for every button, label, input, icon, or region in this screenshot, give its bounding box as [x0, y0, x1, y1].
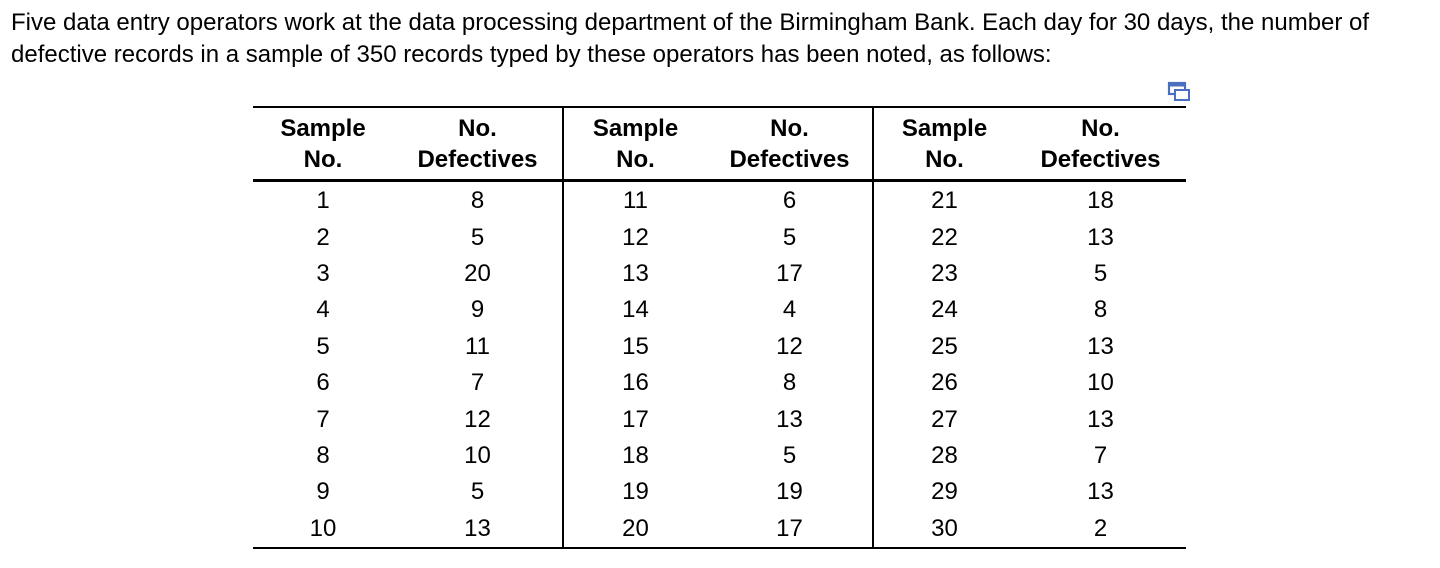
sample-number-cell: 29 [931, 478, 958, 506]
defectives-count-cell: 11 [393, 329, 563, 365]
sample-number-cell: 28 [931, 441, 958, 469]
column-header [873, 107, 1015, 181]
table-row [253, 219, 1186, 255]
defectives-count-cell: 17 [707, 256, 873, 292]
table-row [253, 292, 1186, 328]
column-header-line1: No. [1081, 115, 1120, 142]
defectives-count-cell: 6 [707, 181, 873, 220]
copy-to-clipboard-icon[interactable] [1166, 80, 1192, 102]
sample-number-cell: 1 [316, 187, 330, 215]
defectives-count-cell: 18 [1087, 187, 1114, 215]
table-row [253, 511, 1186, 548]
table-row [253, 256, 1186, 292]
defectives-count-cell: 19 [707, 474, 873, 510]
column-header [1015, 107, 1186, 181]
sample-number-cell: 19 [622, 478, 649, 506]
sample-number-cell: 30 [873, 511, 1015, 548]
defectives-count-cell: 5 [393, 219, 563, 255]
sample-number-cell: 10 [253, 511, 393, 548]
sample-number-cell: 6 [316, 369, 330, 397]
defectives-count-cell: 12 [393, 401, 563, 437]
sample-number-cell: 21 [931, 187, 958, 215]
sample-number-cell: 15 [622, 332, 649, 360]
sample-number-cell: 14 [622, 296, 649, 324]
sample-number-cell: 9 [316, 478, 330, 506]
sample-number-cell: 17 [622, 405, 649, 433]
defectives-count-cell: 2 [1015, 511, 1186, 548]
sample-number-cell: 24 [931, 296, 958, 324]
column-header-line2: Defectives [729, 146, 850, 173]
table-body [253, 181, 1186, 548]
defectives-count-cell: 5 [393, 474, 563, 510]
defectives-count-cell: 13 [1087, 332, 1114, 360]
column-header-line2: Defectives [1040, 146, 1161, 173]
defectives-count-cell: 10 [1087, 369, 1114, 397]
column-header [707, 107, 873, 181]
defectives-count-cell: 20 [393, 256, 563, 292]
table-header-row [253, 107, 1186, 181]
table-row [253, 181, 1186, 220]
sample-number-cell: 16 [622, 369, 649, 397]
sample-number-cell: 13 [622, 259, 649, 287]
sample-number-cell: 2 [316, 223, 330, 251]
defectives-count-cell: 8 [1093, 296, 1108, 324]
defectives-count-cell: 5 [1093, 259, 1108, 287]
sample-number-cell: 27 [931, 405, 958, 433]
table-row [253, 401, 1186, 437]
column-header-line2: No. [616, 146, 655, 173]
sample-number-cell: 8 [316, 441, 330, 469]
column-header-line1: No. [770, 115, 809, 142]
column-header [563, 107, 707, 181]
column-header-line1: Sample [901, 115, 988, 142]
defectives-count-cell: 5 [707, 438, 873, 474]
sample-number-cell: 18 [622, 441, 649, 469]
table-row [253, 438, 1186, 474]
sample-number-cell: 23 [931, 259, 958, 287]
defectives-count-cell: 12 [707, 329, 873, 365]
table-row [253, 329, 1186, 365]
table-row [253, 365, 1186, 401]
defectives-count-cell: 13 [1087, 223, 1114, 251]
defectives-count-cell: 10 [393, 438, 563, 474]
sample-number-cell: 7 [316, 405, 330, 433]
problem-statement: Five data entry operators work at the data processing department of the Birmingham Bank. Each day for 30 days, the number of defective records in a sample of 350 records typed by these operators has been noted, as follows: [11, 9, 1370, 68]
sample-number-cell: 26 [931, 369, 958, 397]
table-row [253, 474, 1186, 510]
sample-number-cell: 4 [316, 296, 330, 324]
defectives-count-cell: 13 [393, 511, 563, 548]
column-header [253, 107, 393, 181]
sample-number-cell: 11 [623, 187, 648, 215]
defectives-data-table [253, 106, 1186, 549]
column-header-line1: Sample [592, 115, 679, 142]
sample-number-cell: 20 [563, 511, 707, 548]
defectives-count-cell: 17 [707, 511, 873, 548]
column-header-line2: Defectives [417, 146, 538, 173]
defectives-count-cell: 8 [707, 365, 873, 401]
defectives-count-cell: 13 [1087, 478, 1114, 506]
column-header-line1: No. [458, 115, 497, 142]
defectives-count-cell: 5 [707, 219, 873, 255]
sample-number-cell: 3 [316, 259, 330, 287]
column-header-line1: Sample [280, 115, 366, 142]
defectives-count-cell: 9 [393, 292, 563, 328]
defectives-count-cell: 4 [707, 292, 873, 328]
column-header-line2: No. [303, 146, 343, 173]
sample-number-cell: 12 [622, 223, 649, 251]
defectives-count-cell: 13 [1087, 405, 1114, 433]
defectives-count-cell: 7 [393, 365, 563, 401]
column-header-line2: No. [925, 146, 964, 173]
column-header [393, 107, 563, 181]
defectives-count-cell: 7 [1093, 441, 1108, 469]
sample-number-cell: 5 [316, 332, 330, 360]
defectives-count-cell: 8 [393, 181, 563, 220]
sample-number-cell: 22 [931, 223, 958, 251]
defectives-count-cell: 13 [707, 401, 873, 437]
sample-number-cell: 25 [931, 332, 958, 360]
